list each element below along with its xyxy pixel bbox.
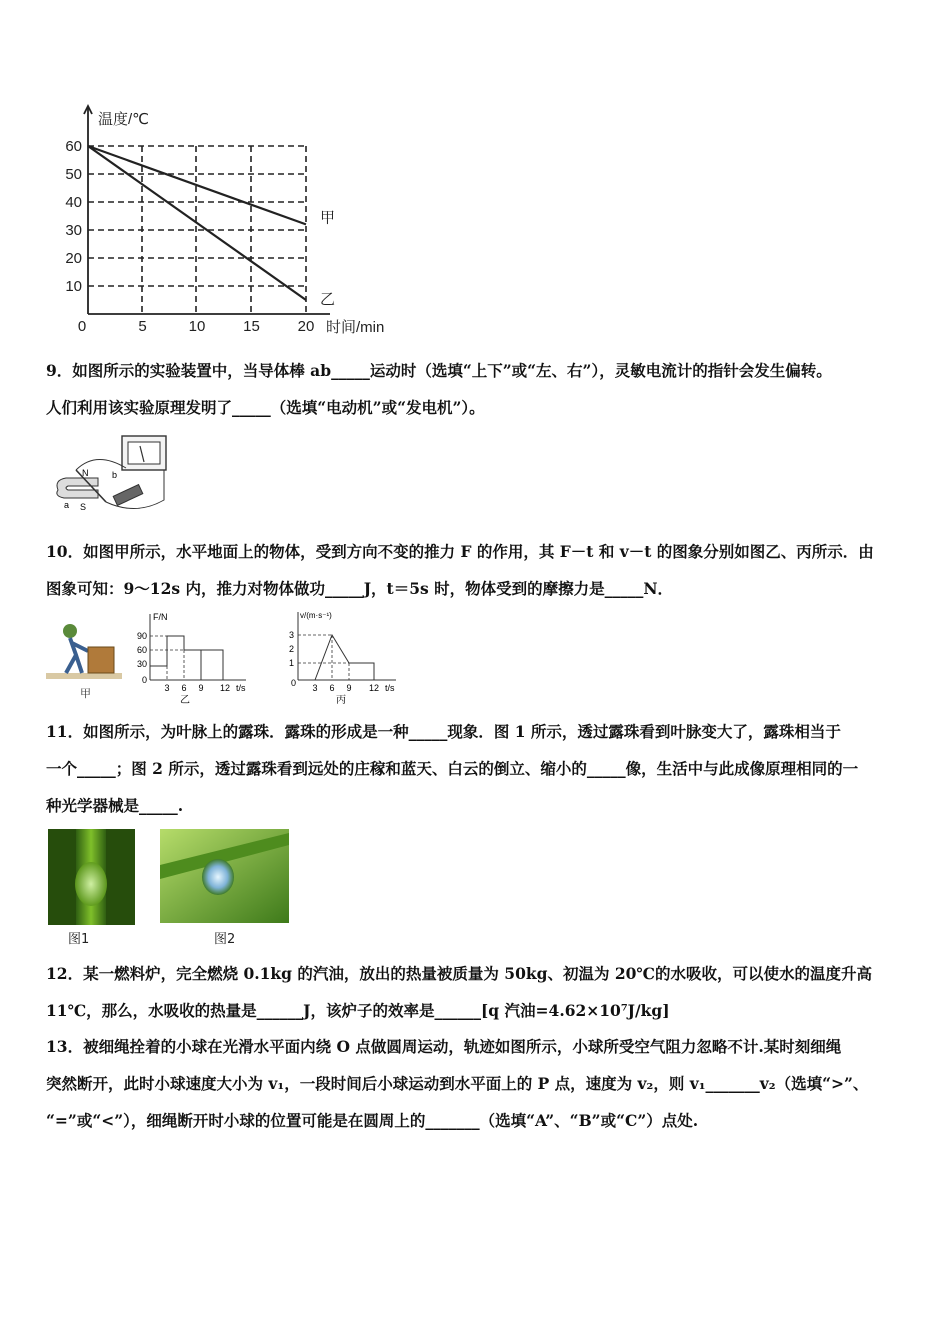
f-axis-label: F/N	[153, 612, 168, 622]
q11-line1: 11．如图所示，为叶脉上的露珠．露珠的形成是一种_____现象．图 1 所示，透过露珠看到叶脉变大了，露珠相当于	[46, 722, 841, 741]
question-12	[46, 955, 906, 1029]
series-line-1	[88, 146, 306, 224]
dewdrop	[75, 862, 107, 906]
v-ytick-0: 0	[290, 678, 296, 688]
hanging-dewdrop	[202, 859, 234, 895]
x-axis-label: 时间/min	[326, 319, 385, 336]
question-9	[46, 352, 906, 426]
f-tick-9: 9	[198, 683, 204, 693]
q11-line3: 种光学器械是_____.	[46, 796, 184, 815]
q9-line2: 人们利用该实验原理发明了_____（选填“电动机”或“发电机”）。	[46, 398, 485, 417]
v-ytick-1: 1	[288, 658, 294, 668]
question-13	[46, 1028, 906, 1139]
chart-grid	[88, 146, 306, 314]
x-tick-label: 15	[243, 318, 260, 335]
fig-bing-caption: 丙	[336, 695, 346, 706]
series-line-2	[88, 146, 306, 300]
v-tick-6: 6	[329, 683, 335, 693]
y-tick-label: 60	[65, 138, 82, 155]
x-tick-label: 20	[297, 318, 315, 335]
y-tick-label: 50	[65, 166, 82, 183]
temperature-chart	[50, 100, 420, 345]
q9-line1: 9．如图所示的实验装置中，当导体棒 ab_____运动时（选填“上下”或“左、右”），灵敏电流计的指针会发生偏转。	[46, 361, 832, 380]
q12-line1: 12．某一燃料炉，完全燃烧 0.1kg 的汽油，放出的热量被质量为 50kg、初温为 20℃的水吸收，可以使水的温度升高	[46, 964, 872, 983]
series-label-2: 乙	[320, 291, 336, 308]
q10-line1: 10．如图甲所示，水平地面上的物体，受到方向不变的推力 F 的作用，其 F－t 和 v－t 的图象分别如图乙、丙所示．由	[46, 542, 874, 561]
v-ytick-2: 2	[288, 644, 294, 654]
q11-line2: 一个_____；图 2 所示，透过露珠看到远处的庄稼和蓝天、白云的倒立、缩小的_____像，生活中与此成像原理相同的一	[46, 759, 859, 778]
fig2-caption: 图2	[214, 932, 236, 947]
q13-line3: “=”或“<”），细绳断开时小球的位置可能是在圆周上的_______（选填“A”、“B”或“C”）点处.	[46, 1111, 699, 1130]
dewdrop-photo-1	[48, 829, 135, 925]
f-ytick-0: 0	[141, 675, 147, 685]
fig-jia-caption: 甲	[80, 688, 91, 700]
dewdrop-photo-2	[160, 829, 289, 923]
question-10	[46, 533, 906, 607]
f-tick-6: 6	[181, 683, 187, 693]
fig-yi-caption: 乙	[180, 695, 190, 706]
label-S: S	[80, 502, 87, 512]
f-t-graph-yi	[128, 610, 253, 706]
person-head	[63, 624, 77, 638]
f-ytick-90: 90	[136, 631, 147, 641]
fig1-caption: 图1	[68, 932, 90, 947]
pushing-box-figure-jia	[46, 617, 126, 703]
f-ytick-30: 30	[136, 659, 147, 669]
x-tick-label: 5	[138, 318, 147, 335]
label-a: a	[64, 500, 70, 510]
y-tick-label: 30	[65, 222, 82, 239]
induction-apparatus-figure	[46, 430, 176, 522]
f-tick-3: 3	[164, 683, 170, 693]
y-tick-label: 10	[65, 278, 82, 295]
question-11	[46, 713, 906, 824]
f-t-axis: t/s	[236, 683, 246, 693]
v-t-axis: t/s	[385, 683, 395, 693]
v-tick-3: 3	[312, 683, 318, 693]
label-N: N	[82, 468, 89, 478]
x-tick-label: 0	[77, 318, 87, 335]
box	[88, 647, 114, 673]
q13-line1: 13．被细绳拴着的小球在光滑水平面内绕 O 点做圆周运动，轨迹如图所示，小球所受空气阻力忽略不计.某时刻细绳	[46, 1037, 842, 1056]
v-axis-label: v/(m·s⁻¹)	[300, 611, 332, 620]
f-tick-12: 12	[219, 683, 231, 693]
y-axis-label: 温度/℃	[98, 111, 150, 128]
q13-line2: 突然断开，此时小球速度大小为 v₁，一段时间后小球运动到水平面上的 P 点，速度为 v₂，则 v₁_______v₂（选填“>”、	[46, 1074, 869, 1093]
v-ytick-3: 3	[288, 630, 294, 640]
series-label-1: 甲	[320, 209, 336, 227]
q10-line2: 图象可知：9～12s 内，推力对物体做功_____J，t＝5s 时，物体受到的摩擦力是_____N．	[46, 579, 674, 598]
chart-axes	[84, 106, 330, 314]
x-tick-label: 10	[188, 318, 206, 335]
y-tick-label: 40	[65, 194, 82, 211]
f-ytick-60: 60	[136, 645, 147, 655]
v-t-graph-bing	[282, 608, 402, 706]
label-b: b	[112, 470, 118, 480]
y-tick-label: 20	[65, 250, 82, 267]
v-tick-9: 9	[346, 683, 352, 693]
v-tick-12: 12	[368, 683, 380, 693]
q12-line2: 11℃，那么，水吸收的热量是______J，该炉子的效率是______[q 汽油=4.62×10⁷J/kg]	[46, 1001, 670, 1020]
